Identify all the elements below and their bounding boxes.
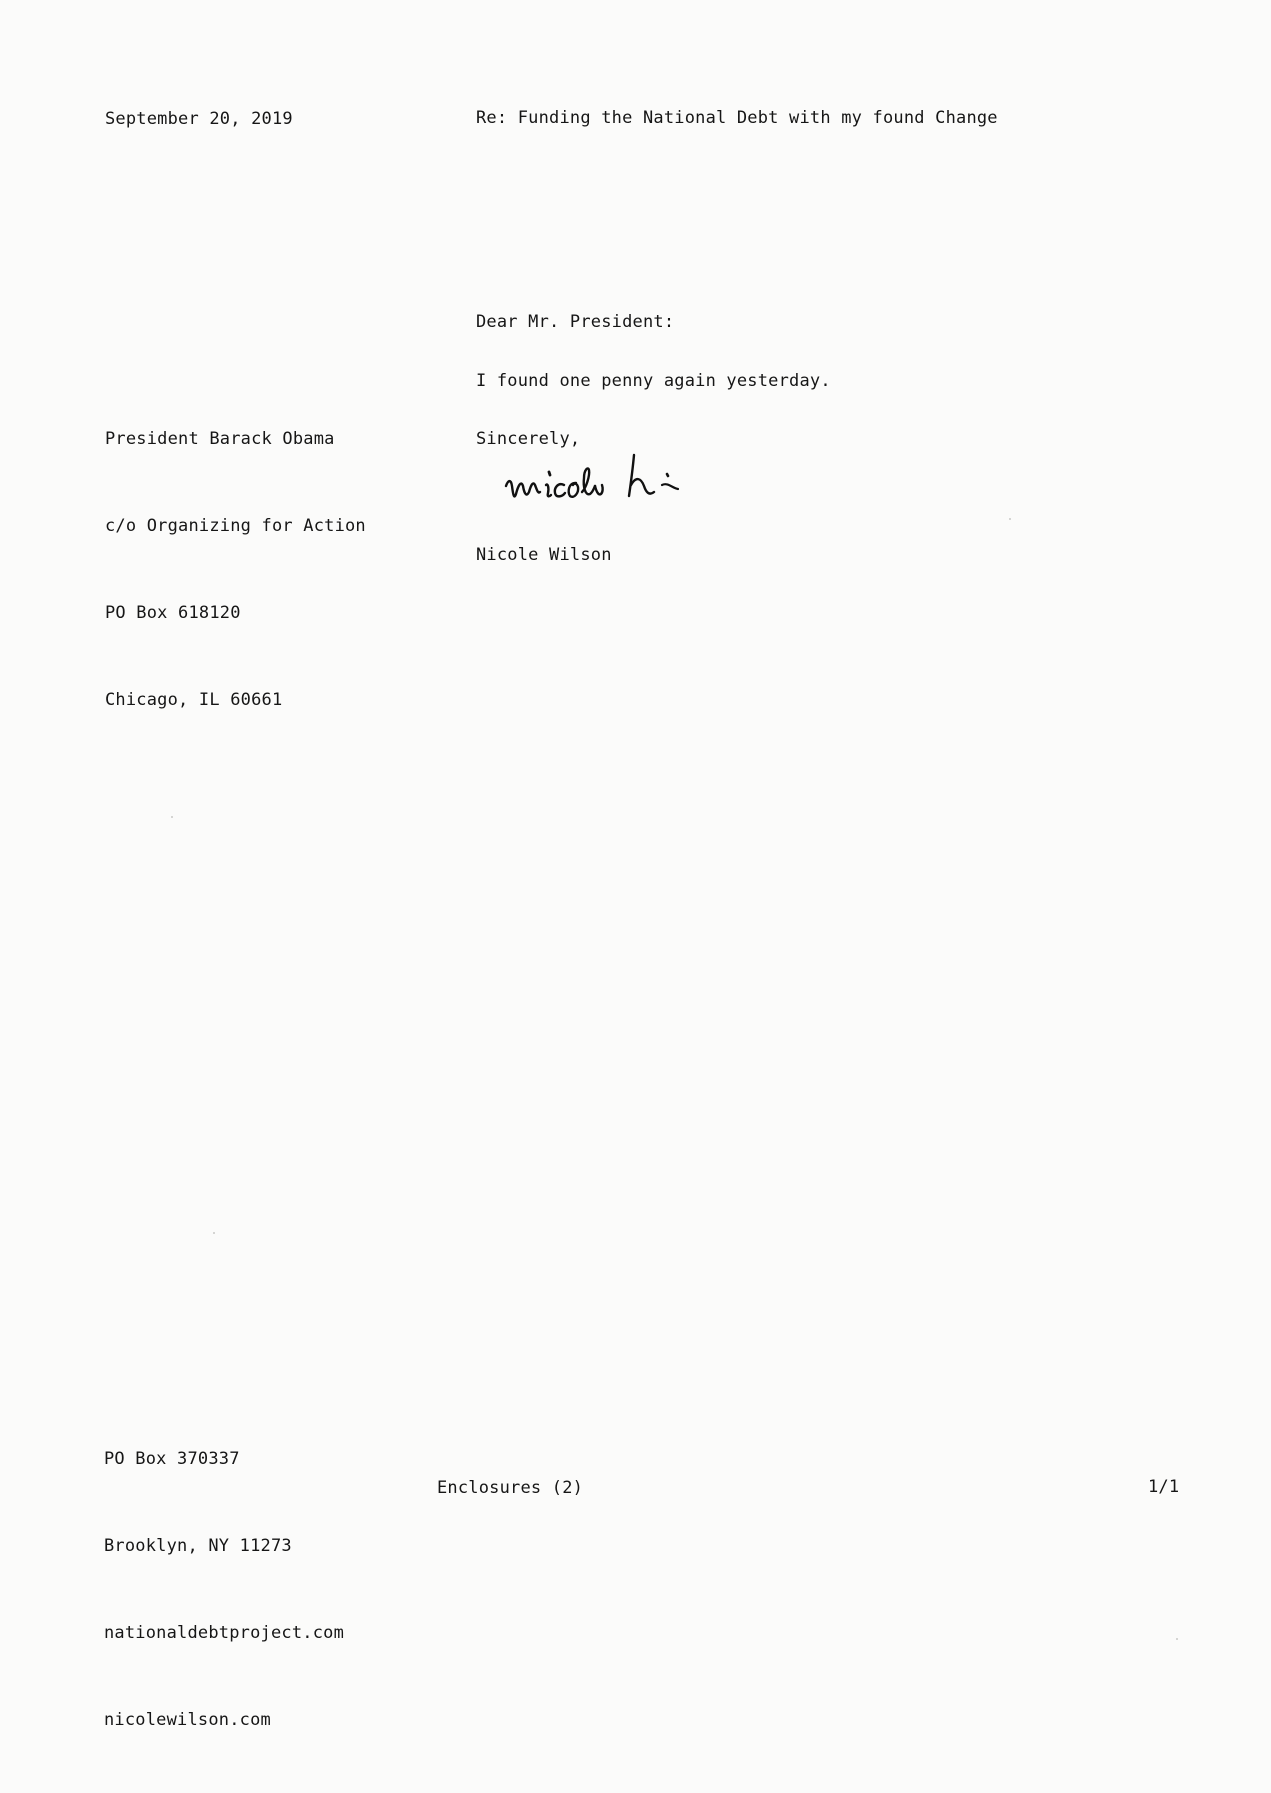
recipient-line: c/o Organizing for Action bbox=[105, 516, 366, 536]
handwritten-signature bbox=[502, 452, 722, 512]
paper-speck bbox=[1009, 518, 1011, 520]
enclosures-note: Enclosures (2) bbox=[437, 1478, 584, 1498]
sender-footer-address bbox=[104, 1387, 344, 1793]
paper-speck bbox=[171, 816, 173, 818]
letter-body: I found one penny again yesterday. bbox=[476, 371, 831, 391]
page-number: 1/1 bbox=[1148, 1477, 1180, 1497]
closing: Sincerely, bbox=[476, 429, 581, 449]
footer-line: nicolewilson.com bbox=[104, 1710, 271, 1730]
letter-subject: Re: Funding the National Debt with my found Change bbox=[476, 108, 998, 128]
footer-line: PO Box 370337 bbox=[104, 1449, 240, 1469]
paper-speck bbox=[1176, 1638, 1178, 1640]
recipient-line: Chicago, IL 60661 bbox=[105, 690, 283, 710]
footer-line: Brooklyn, NY 11273 bbox=[104, 1536, 292, 1556]
paper-speck bbox=[213, 1232, 215, 1234]
recipient-line: President Barack Obama bbox=[105, 429, 335, 449]
recipient-line: PO Box 618120 bbox=[105, 603, 241, 623]
salutation: Dear Mr. President: bbox=[476, 312, 675, 332]
footer-line: nationaldebtproject.com bbox=[104, 1623, 345, 1643]
letter-date: September 20, 2019 bbox=[105, 109, 293, 129]
sender-name: Nicole Wilson bbox=[476, 545, 612, 565]
recipient-address bbox=[105, 367, 366, 773]
